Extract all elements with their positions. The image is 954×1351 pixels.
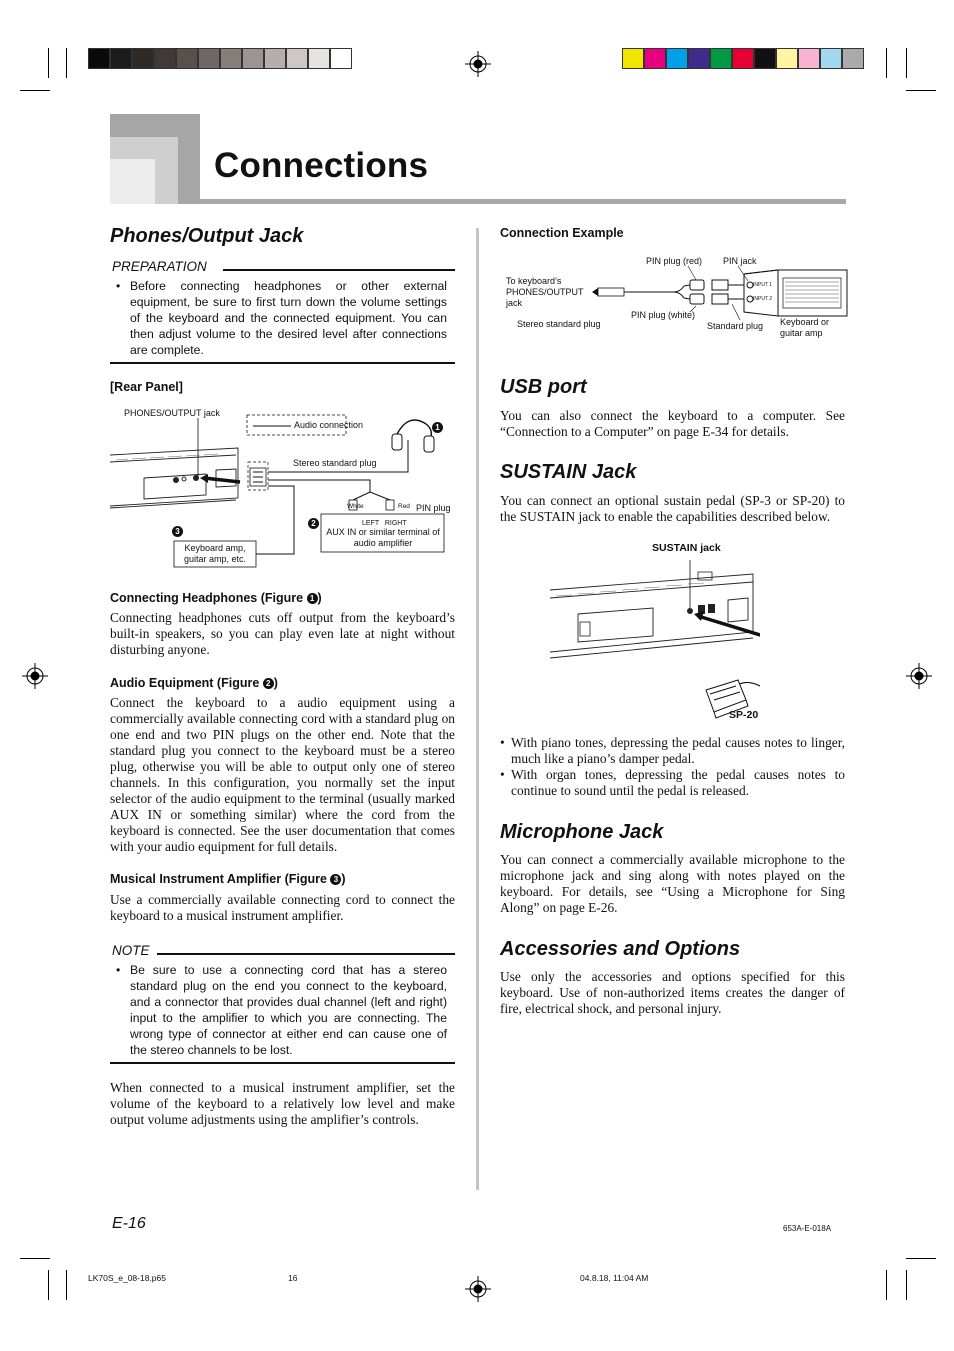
gray-swatch [286,48,308,69]
gray-swatch [110,48,132,69]
pin-jack-label: PIN jack [723,256,757,266]
red-label: Red [398,503,410,510]
accessories-heading: Accessories and Options [500,938,741,960]
registration-mark-left [22,663,48,689]
column-divider [476,228,479,1190]
gray-swatch [220,48,242,69]
gray-swatch [308,48,330,69]
gray-swatch [264,48,286,69]
aux-in-label: AUX IN or similar terminal of audio amplifier [326,527,440,548]
left-right-label: LEFT RIGHT [362,520,407,527]
gray-swatch [88,48,110,69]
connecting-headphones-text: Connecting headphones cuts off output from the keyboard’s built-in speakers, so you can play even late at night without disturbing anyone. [110,610,455,657]
color-swatch [754,48,776,69]
audio-equipment-heading: Audio Equipment (Figure 2 ) [110,676,278,690]
gray-swatch [198,48,220,69]
connection-example-heading: Connection Example [500,226,624,240]
footer-page: 16 [288,1273,298,1283]
closing-text: When connected to a musical instrument amplifier, set the volume of the keyboard to a relatively low level and make output volume adjustments using the amplifier’s controls. [110,1080,455,1127]
prep-label: PREPARATION [112,259,207,274]
stereo-plug-label-ex: Stereo standard plug [517,319,601,329]
sp20-label: SP-20 [729,709,759,721]
phones-output-jack-label: PHONES/OUTPUT jack [124,408,220,418]
registration-mark-right [906,663,932,689]
headphones-icon [392,420,434,452]
usb-heading: USB port [500,376,587,398]
page-title: Connections [214,146,429,185]
doc-code: 653A-E-018A [783,1224,832,1233]
audio-connection-label: Audio connection [294,420,364,430]
sustain-bullet-1: • With piano tones, depressing the pedal causes notes to linger, much like a piano’s damper pedal. [500,735,845,767]
pin-plug-white-label: PIN plug (white) [631,310,696,320]
figure-number-1: 1 [432,418,443,436]
instrument-amplifier-text: Use a commercially available connecting cord to connect the keyboard to a musical instrument amplifier. [110,892,455,923]
keyboard-guitar-amp-label: Keyboard or guitar amp [780,317,830,338]
accessories-text: Use only the accessories and options specified for this keyboard. Use of non-authorized items creates the danger of fire, electrical shock, and personal injury. [500,969,845,1016]
footer-file: LK70S_e_08-18.p65 [88,1273,166,1283]
prep-bottom-rule [110,362,455,364]
gray-swatch [154,48,176,69]
mic-heading: Microphone Jack [500,821,664,843]
gray-swatch [330,48,352,69]
color-swatch [710,48,732,69]
page-number: E-16 [112,1215,146,1232]
footer-date: 04.8.18, 11:04 AM [580,1273,649,1283]
sustain-bullets [500,735,845,799]
color-swatch [666,48,688,69]
sustain-text: You can connect an optional sustain pedal (SP-3 or SP-20) to the SUSTAIN jack to enable the capabilities described below. [500,493,845,524]
input1-label: INPUT 1 [753,282,773,288]
sustain-jack-label: SUSTAIN jack [652,542,721,554]
sustain-figure [548,560,760,725]
note-label: NOTE [112,943,150,958]
color-swatch [820,48,842,69]
note-bottom-rule [110,1062,455,1064]
note-text: • Be sure to use a connecting cord that has a stereo standard plug on the end you connect to the keyboard, and a connector that provides dual channel (left and right) input to the amplifier to which you are connecting. The wrong type of connector at either end can cause one of the stereo channels to be lost. [110,962,447,1058]
color-swatch [776,48,798,69]
usb-text: You can also connect the keyboard to a computer. See “Connection to a Computer” on page E-34 for details. [500,408,845,439]
gray-swatch [242,48,264,69]
stereo-plug-label: Stereo standard plug [293,458,377,468]
white-label: White [347,503,364,510]
figure-number-3: 3 [172,522,183,540]
registration-mark-top [465,51,491,77]
note-rule [157,953,455,955]
audio-equipment-text: Connect the keyboard to a audio equipment using a commercially available connecting cord with a standard plug on one end and two PIN plugs on the other end. Note that the standard plug you connect to the keyboard must be a stereo plug, otherwise you will be able to output only one of stereo channels. In this configuration, you normally set the input selector of the audio equipment to the terminal (usually marked AUX IN or something similar) where the cord from the keyboard is connected. See the user documentation that comes with your audio equipment for full details. [110,695,455,854]
pin-plug-label: PIN plug [416,503,451,513]
phones-heading: Phones/Output Jack [110,225,304,247]
color-swatch [688,48,710,69]
color-swatch [644,48,666,69]
standard-plug-label: Standard plug [707,321,764,331]
instrument-amplifier-heading: Musical Instrument Amplifier (Figure 3 ) [110,872,346,886]
color-swatch [842,48,864,69]
pin-plug-red-label: PIN plug (red) [646,256,703,266]
amp-icon [744,270,847,316]
mic-text: You can connect a commercially available microphone to the microphone jack and sing along with notes played on the keyboard. For details, see “Using a Microphone for Sing Along” on page E-26. [500,852,845,915]
sustain-heading: SUSTAIN Jack [500,461,637,483]
color-swatch [622,48,644,69]
rear-panel-label: [Rear Panel] [110,380,183,394]
connecting-headphones-heading: Connecting Headphones (Figure 1 ) [110,591,322,605]
prep-rule [223,269,455,271]
registration-mark-bottom [465,1276,491,1302]
prep-text: • Before connecting headphones or other external equipment, be sure to first turn down the volume settings of the keyboard and the connected equipment. You can then adjust volume to the desired level after connections are complete. [110,278,447,358]
input2-label: INPUT 2 [753,296,773,302]
keyboard-amp-label: Keyboard amp, guitar amp, etc. [183,543,247,564]
color-swatch [732,48,754,69]
color-swatch [798,48,820,69]
to-keyboard-label: To keyboard’s PHONES/OUTPUT jack [506,276,584,308]
figure-number-2: 2 [308,514,319,532]
gray-swatch [132,48,154,69]
sustain-bullet-2: • With organ tones, depressing the pedal causes notes to continue to sound until the pedal is released. [500,767,845,799]
gray-swatch [176,48,198,69]
